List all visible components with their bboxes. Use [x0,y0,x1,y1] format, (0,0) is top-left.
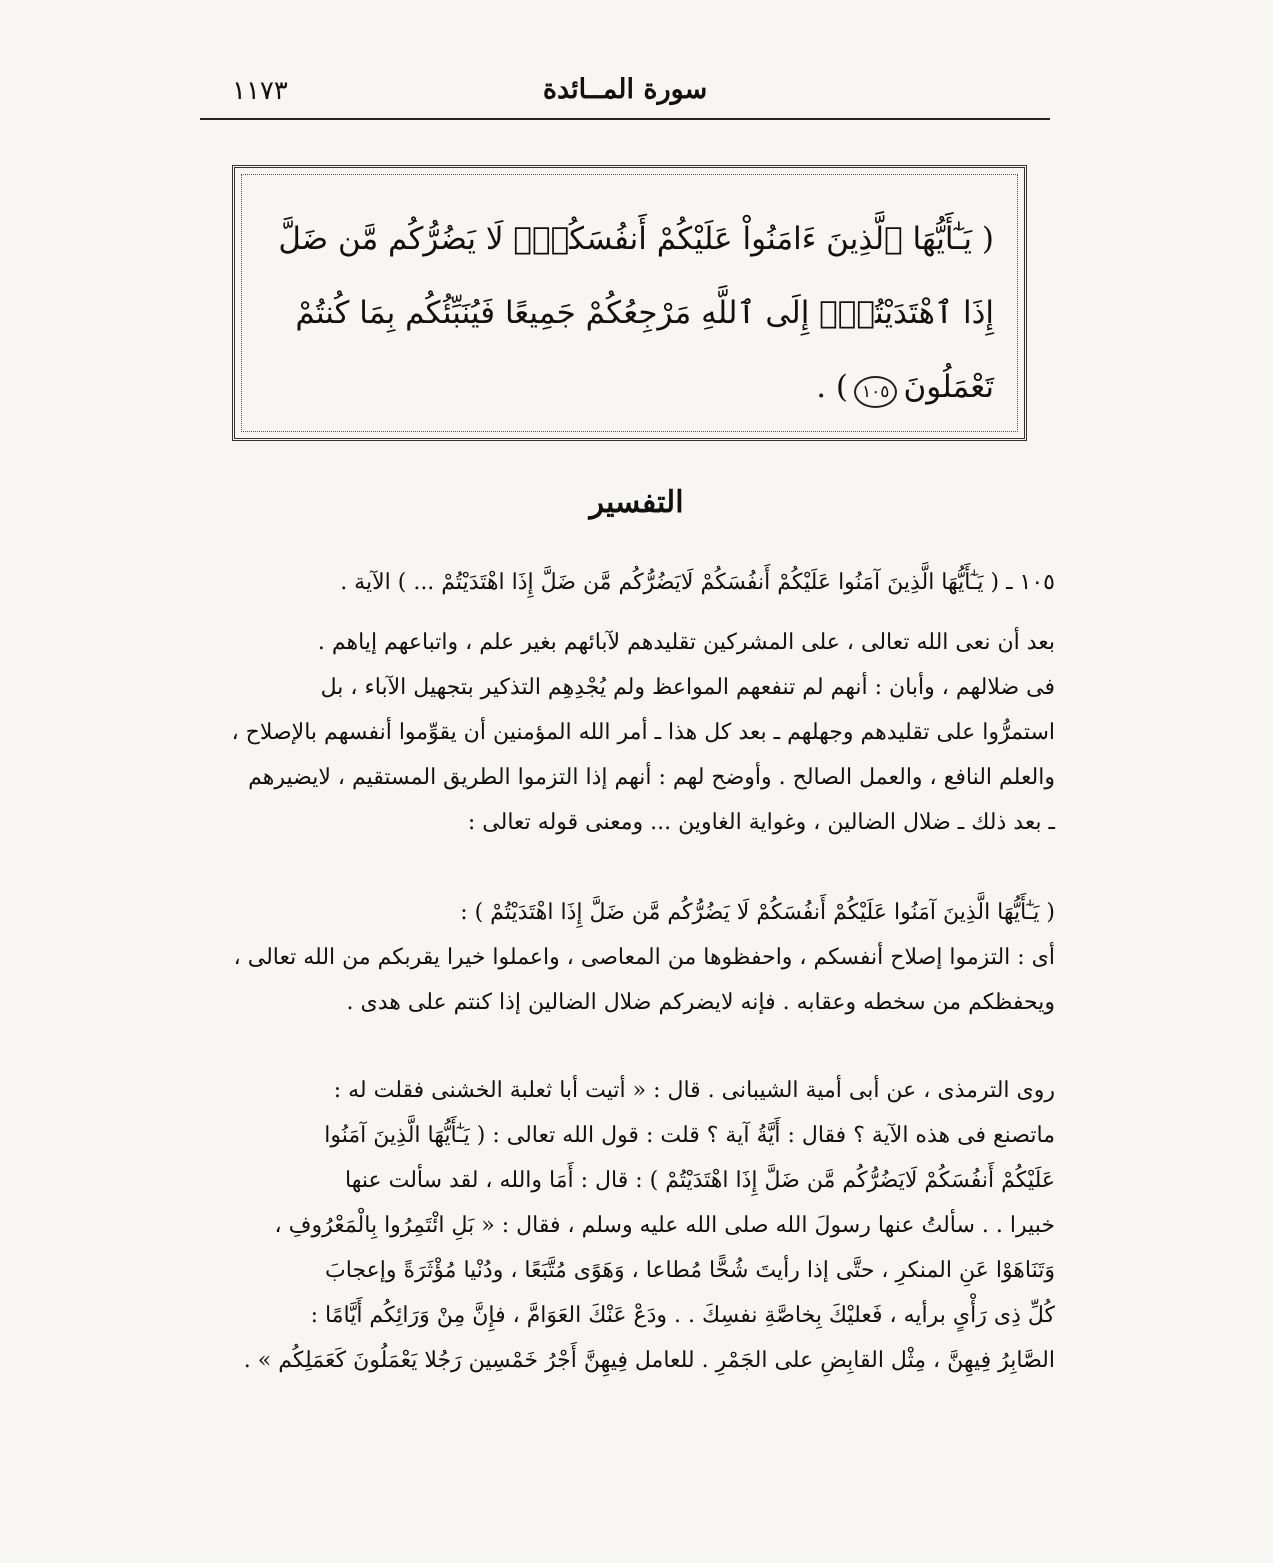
verse-text [265,202,994,424]
verse-line-end: ) . [816,369,849,405]
paragraph-line: روى الترمذى ، عن أبى أمية الشيبانى . قال : « أتيت أبا ثعلبة الخشنى فقلت له : [333,1078,1055,1103]
paragraph-line: عَلَيْكُمْ أَنفُسَكُمْ لَايَضُرُّكُم مَّن ضَلَّ إِذَا اهْتَدَيْتُمْ ) : قال : أَمَا والله ، لقد سألت عنها [345,1168,1055,1193]
paragraph-3 [215,1068,1055,1383]
section-title: التفسير [589,485,684,520]
paragraph-line: ويحفظكم من سخطه وعقابه . فإنه لايضركم ضلال الضالين إذا كنتم على هدى . [346,990,1055,1015]
paragraph-line: ( يَـٰٓأَيُّهَا الَّذِينَ آمَنُوا عَلَيْكُمْ أَنفُسَكُمْ لَا يَضُرُّكُم مَّن ضَلَّ إِذَا اهْتَدَيْتُمْ ) : [460,900,1055,925]
verse-line-last [265,350,994,424]
page-number: ١١٧٣ [232,76,288,106]
verse-frame [232,165,1027,441]
paragraph-line: بعد أن نعى الله تعالى ، على المشركين تقليدهم لآبائهم بغير علم ، واتباعهم إياهم . [317,630,1055,655]
paragraph-line: فى ضلالهم ، وأبان : أنهم لم تنفعهم المواعظ ولم يُجْدِهِم التذكير بتجهيل الآباء ، بل [320,675,1055,700]
page-header [200,72,1050,120]
paragraph-line: وَتَنَاهَوْا عَنِ المنكرِ ، حتَّى إذا رأيتَ شُحًّا مُطاعا ، وَهَوًى مُتَّبَعًا ، ودُنْيا مُؤْثَرَةً وإعجابَ [325,1258,1055,1283]
paragraph-line: خبيرا . . سألتُ عنها رسولَ الله صلى الله عليه وسلم ، فقال : « بَلِ ائْتَمِرُوا بِالْمَعْرُوفِ ، [274,1213,1055,1238]
paragraph-2 [215,890,1055,1025]
paragraph-line: كُلِّ ذِى رَأْىٍ برأيه ، فَعليْكَ بِخاصَّةِ نفسِكَ . . ودَعْ عَنْكَ العَوَامَّ ، فإِنَّ مِنْ وَرَائِكُم أَيَّامًا : [310,1303,1055,1328]
ayah-number-marker: ١٠٥ [854,376,897,408]
surah-title: سورة المــائدة [542,74,708,105]
paragraph-line: استمرُّوا على تقليدهم وجهلهم ـ بعد كل هذا ـ أمر الله المؤمنين أن يقوِّموا أنفسهم بالإصلاح ، [231,720,1055,745]
paragraph-line: الصَّابِرُ فِيهِنَّ ، مِثْل القابِضِ على الجَمْرِ . للعامل فِيهِنَّ أَجْرُ خَمْسِين رَجُلا يَعْمَلُونَ كَعَمَلِكُم » . [243,1348,1055,1373]
paragraph-line: ـ بعد ذلك ـ ضلال الضالين ، وغواية الغاوين ... ومعنى قوله تعالى : [467,810,1055,835]
paragraph-line: والعلم النافع ، والعمل الصالح . وأوضح لهم : أنهم إذا التزموا الطريق المستقيم ، لايضيرهم [248,765,1055,790]
verse-line-part: تَعْمَلُونَ [903,369,994,405]
paragraph-1 [215,620,1055,845]
paragraph-line: ماتصنع فى هذه الآية ؟ فقال : أَيَّةُ آية ؟ قلت : قول الله تعالى : ( يَـٰٓأَيُّهَا الَّذِينَ آمَنُوا [324,1123,1055,1148]
verse-heading-text: ١٠٥ ـ ( يَـٰٓأَيُّهَا الَّذِينَ آمَنُوا عَلَيْكُمْ أَنفُسَكُمْ لَايَضُرُّكُم مَّن ضَلَّ إِذَا اهْتَدَيْتُمْ ... ) الآية . [340,570,1055,595]
verse-heading [215,560,1055,605]
verse-line: إِذَا ٱهْتَدَيْتُمْۚ إِلَى ٱللَّهِ مَرْجِعُكُمْ جَمِيعًا فَيُنَبِّئُكُم بِمَا كُنتُمْ [295,295,994,331]
paragraph-line: أى : التزموا إصلاح أنفسكم ، واحفظوها من المعاصى ، واعملوا خيرا يقربكم من الله تعالى ، [233,945,1055,970]
verse-line: ( يَـٰٓأَيُّهَا ٱلَّذِينَ ءَامَنُواْ عَلَيْكُمْ أَنفُسَكُمْۖ لَا يَضُرُّكُم مَّن ضَلَّ [278,221,994,257]
